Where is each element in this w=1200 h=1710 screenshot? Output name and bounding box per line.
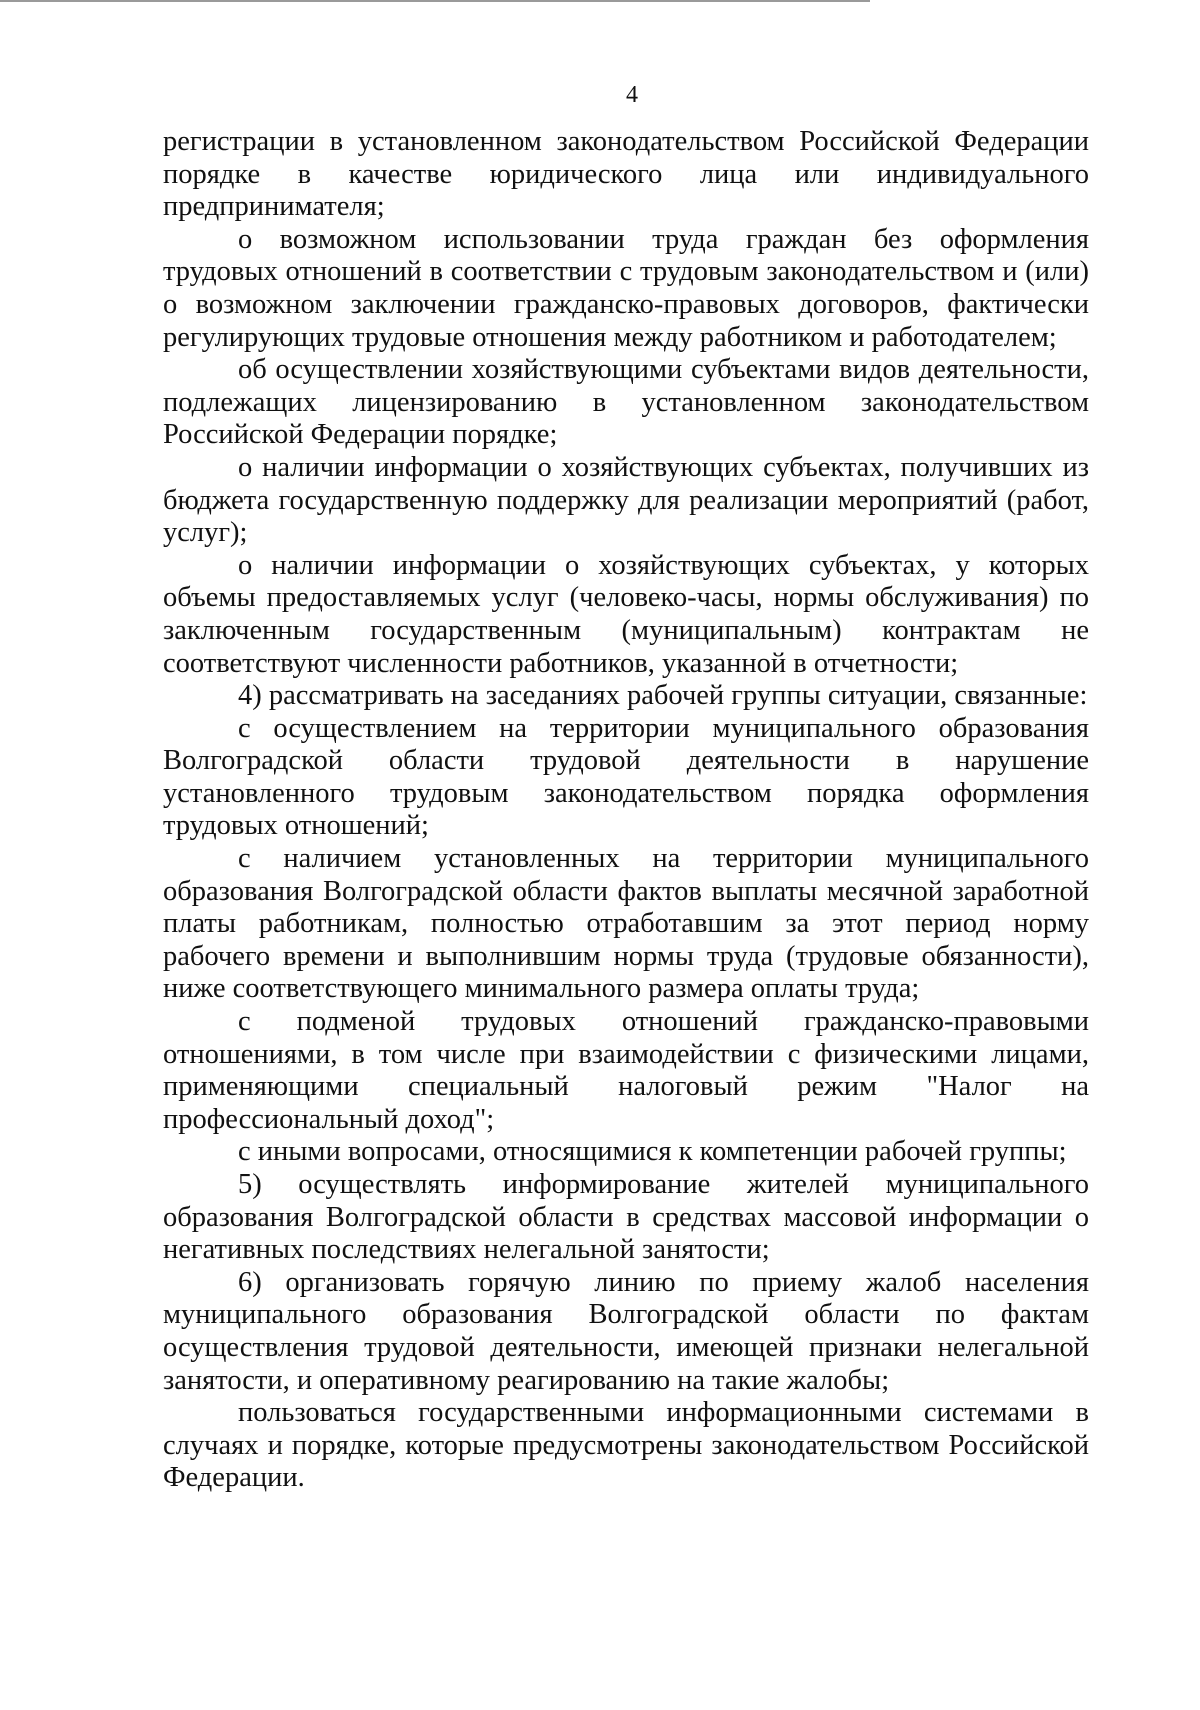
paragraph: 4) рассматривать на заседаниях рабочей группы ситуации, связанные: [238, 680, 1088, 712]
paragraph: с осуществлением на территории муниципального образования Волгоградской области трудовой деятельности в нарушение установленного трудовым законодательством порядка оформления трудовых отношений; [163, 712, 1089, 842]
paragraph: с иными вопросами, относящимися к компетенции рабочей группы; [238, 1136, 1067, 1168]
paragraph: о наличии информации о хозяйствующих субъектах, получивших из бюджета государственную поддержку для реализации мероприятий (работ, услуг); [163, 451, 1089, 549]
paragraph: 5) осуществлять информирование жителей муниципального образования Волгоградской области в средствах массовой информации о негативных последствиях нелегальной занятости; [163, 1169, 1089, 1266]
paragraph: об осуществлении хозяйствующими субъектами видов деятельности, подлежащих лицензированию в установленном законодательством Российской Федерации порядке; [163, 354, 1089, 451]
page-number: 4 [626, 82, 638, 108]
document-body [163, 126, 1089, 1495]
scan-top-border [0, 0, 870, 2]
paragraph: регистрации в установленном законодательством Российской Федерации порядке в качестве юридического лица или индивидуального предпринимателя; [163, 126, 1089, 223]
paragraph: с подменой трудовых отношений гражданско-правовыми отношениями, в том числе при взаимодействии с физическими лицами, применяющими специальный налоговый режим "Налог на профессиональный доход"; [163, 1006, 1089, 1135]
paragraph: о наличии информации о хозяйствующих субъектах, у которых объемы предоставляемых услуг (человеко-часы, нормы обслуживания) по заключенным государственным (муниципальным) контрактам не соответствуют численности работников, указанной в отчетности; [163, 549, 1089, 679]
paragraph: о возможном использовании труда граждан без оформления трудовых отношений в соответствии с трудовым законодательством и (или) о возможном заключении гражданско-правовых договоров, фактически регулирующих трудовые отношения между работником и работодателем; [163, 223, 1089, 353]
paragraph: 6) организовать горячую линию по приему жалоб населения муниципального образования Волгоградской области по фактам осуществления трудовой деятельности, имеющей признаки нелегальной занятости, и оперативному реагированию на такие жалобы; [163, 1266, 1089, 1396]
paragraph: с наличием установленных на территории муниципального образования Волгоградской области фактов выплаты месячной заработной платы работникам, полностью отработавшим за этот период норму рабочего времени и выполнившим нормы труда (трудовые обязанности), ниже соответствующего минимального размера оплаты труда; [163, 843, 1089, 1005]
paragraph: пользоваться государственными информационными системами в случаях и порядке, которые предусмотрены законодательством Российской Федерации. [163, 1397, 1089, 1494]
